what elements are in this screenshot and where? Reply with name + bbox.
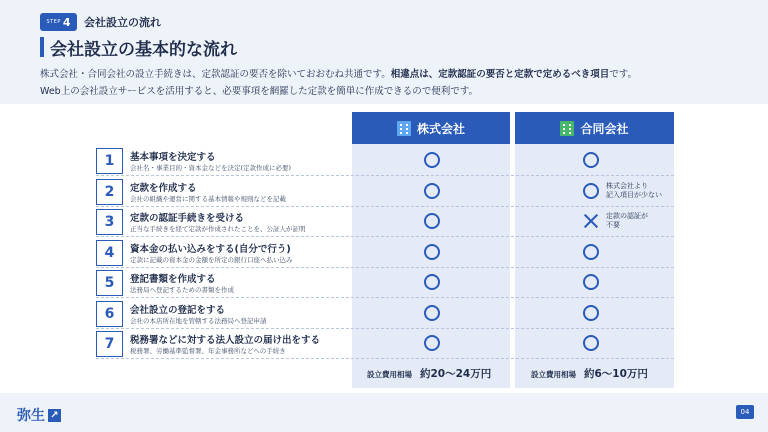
lead-text [40, 66, 740, 100]
step-title: 会社設立の登記をする [130, 304, 226, 316]
step-badge-label: STEP [46, 19, 61, 25]
step-badge-number: 4 [62, 15, 71, 29]
circle-mark-icon [424, 335, 440, 351]
step-description: 会社の組織や運営に関する基本情報や規則などを記載 [130, 194, 286, 203]
circle-mark-icon [424, 305, 440, 321]
circle-mark-icon [583, 305, 599, 321]
cost-label: 設立費用相場 [367, 370, 412, 379]
column-header-kabushiki [352, 112, 510, 144]
step-title: 登記書類を作成する [130, 274, 216, 285]
circle-mark-icon [583, 244, 599, 260]
circle-mark-icon [583, 335, 599, 351]
logo [17, 405, 61, 425]
row-divider [96, 358, 674, 359]
lead-line1-bold: 相違点は、定款認証の要否と定款で定めるべき項目 [390, 69, 610, 80]
logo-text: 弥生 [17, 408, 45, 424]
cost-kabushiki [367, 366, 491, 381]
step-description: 会社の本店所在地を管轄する法務局へ登記申請 [130, 316, 267, 325]
step-description: 税務署、労働基準監督署、年金事務所などへの手続き [130, 347, 286, 355]
circle-mark-icon [424, 183, 440, 199]
step-description: 会社名・事業目的・資本金などを決定(定款作成に必要) [130, 164, 292, 172]
page-number: 04 [736, 405, 754, 419]
step-title: 定款を作成する [130, 182, 197, 194]
lead-line1-c: です。 [609, 69, 638, 80]
step-title: 資本金の払い込みをする(自分で行う) [130, 243, 291, 255]
circle-mark-icon [424, 152, 440, 168]
step-title: 基本事項を決定する [130, 152, 216, 163]
cost-value: 約20〜24万円 [420, 368, 492, 380]
circle-mark-icon [583, 152, 599, 168]
circle-mark-icon [583, 274, 599, 290]
circle-mark-icon [424, 213, 440, 229]
lead-line2: Web上の会社設立サービスを活用すると、必要事項を網羅した定款を簡単に作成できるので便利です。 [40, 86, 478, 97]
step-number: 1 [96, 148, 123, 174]
step-title: 会社設立の流れ [84, 16, 161, 29]
footer-band [0, 393, 768, 432]
column-header-label: 合同会社 [580, 121, 629, 136]
logo-arrow-icon: ↗ [48, 409, 61, 422]
building-icon [397, 121, 411, 136]
cost-label: 設立費用相場 [531, 370, 576, 379]
lead-line1-a: 株式会社・合同会社の設立手続きは、定款認証の要否を除いておおむね共通です。 [40, 69, 391, 80]
cost-value: 約6〜10万円 [584, 368, 648, 380]
building-icon [560, 121, 574, 136]
circle-mark-icon [424, 244, 440, 260]
step-badge [40, 13, 77, 31]
step-number: 2 [96, 179, 123, 205]
step-number: 6 [96, 301, 123, 327]
column-header-godo [515, 112, 674, 144]
title-accent-bar [40, 37, 44, 57]
godo-note: 定款の認証が 不要 [606, 212, 648, 229]
step-title: 税務署などに対する法人設立の届け出をする [130, 335, 321, 346]
step-number: 7 [96, 331, 123, 357]
circle-mark-icon [583, 183, 599, 199]
step-number: 5 [96, 270, 123, 296]
godo-note: 株式会社より 記入項目が少ない [606, 181, 662, 199]
step-title: 定款の認証手続きを受ける [130, 213, 245, 224]
step-description: 定款に記載の資本金の金額を所定の銀行口座へ払い込み [130, 255, 293, 264]
step-description: 正当な手続きを経て定款が作成されたことを、公証人が証明 [130, 225, 306, 233]
page-title: 会社設立の基本的な流れ [50, 40, 237, 60]
cross-mark-icon [583, 213, 599, 229]
step-number: 4 [96, 240, 123, 266]
column-header-label: 株式会社 [416, 121, 465, 136]
circle-mark-icon [424, 274, 440, 290]
step-number: 3 [96, 209, 123, 235]
step-description: 法務局へ登記するための書類を作成 [130, 286, 234, 294]
cost-godo [531, 366, 648, 381]
